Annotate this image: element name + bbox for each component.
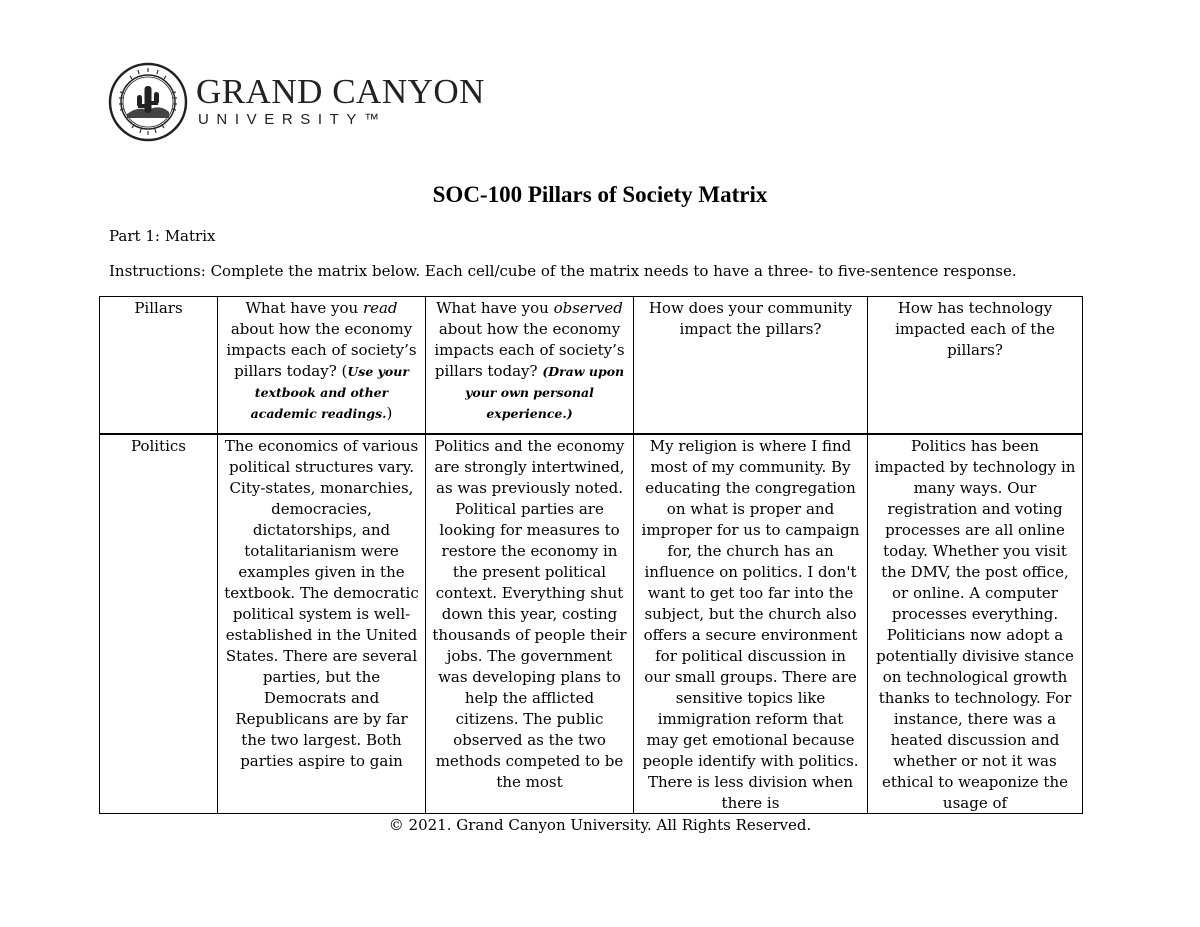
table-row: [100, 434, 1083, 814]
header-read-close: ): [386, 404, 393, 422]
instructions-text: Instructions: Complete the matrix below. Each cell/cube of the matrix needs to have a three- to five-sentence response.: [109, 262, 1017, 280]
university-wordmark: [196, 73, 485, 129]
header-observed: [426, 297, 634, 434]
pillars-matrix-table: [99, 296, 1083, 814]
header-pillars: Pillars: [100, 297, 218, 434]
matrix-header-row: [100, 297, 1083, 434]
document-title: SOC-100 Pillars of Society Matrix: [432, 182, 768, 207]
part-label: Part 1: Matrix: [109, 227, 216, 245]
header-observed-pre: What have you: [436, 299, 554, 317]
header-read: [218, 297, 426, 434]
cell-politics-technology: Politics has been impacted by technology in many ways. Our registration and voting processes are all online today. Whether you visit the DMV, the post office, or online. A computer processes everything. Politicians now adopt a potentially divisive stance on technological growth thanks to technology. For instance, there was a heated discussion and whether or not it was ethical to weaponize the usage of: [868, 434, 1083, 814]
header-observed-emphasis: observed: [553, 299, 623, 317]
university-seal-icon: [108, 62, 188, 142]
header-observed-note: (Draw upon your own personal experience.): [465, 364, 625, 421]
wordmark-subtitle: UNIVERSITY™: [198, 111, 387, 128]
cell-politics-community: My religion is where I find most of my community. By educating the congregation on what is proper and improper for us to campaign for, the church has an influence on politics. I don't want to get too far into the subject, but the church also offers a secure environment for political discussion in our small groups. There are sensitive topics like immigration reform that may get emotional because people identify with politics. There is less division when there is: [634, 434, 868, 814]
header-read-post: about how the economy impacts each of society’s pillars today? (: [226, 320, 417, 380]
copyright-footer: © 2021. Grand Canyon University. All Rights Reserved.: [388, 816, 812, 834]
header-read-note: Use your textbook and other academic readings.: [250, 364, 409, 421]
cell-politics-read: The economics of various political structures vary. City-states, monarchies, democracies, dictatorships, and totalitarianism were examples given in the textbook. The democratic political system is well-established in the United States. There are several parties, but the Democrats and Republicans are by far the two largest. Both parties aspire to gain: [218, 434, 426, 814]
cell-politics-observed: Politics and the economy are strongly intertwined, as was previously noted. Political parties are looking for measures to restore the economy in the present political context. Everything shut down this year, costing thousands of people their jobs. The government was developing plans to help the afflicted citizens. The public observed as the two methods competed to be the most: [426, 434, 634, 814]
cell-pillar-name: Politics: [100, 434, 218, 814]
header-read-pre: What have you: [245, 299, 363, 317]
header-read-emphasis: read: [362, 299, 398, 317]
header-observed-post: about how the economy impacts each of society’s pillars today?: [434, 320, 625, 380]
university-logo: [108, 62, 485, 142]
header-community: How does your community impact the pillars?: [634, 297, 868, 434]
header-technology: How has technology impacted each of the pillars?: [868, 297, 1083, 434]
wordmark-name: GRAND CANYON: [196, 72, 485, 111]
